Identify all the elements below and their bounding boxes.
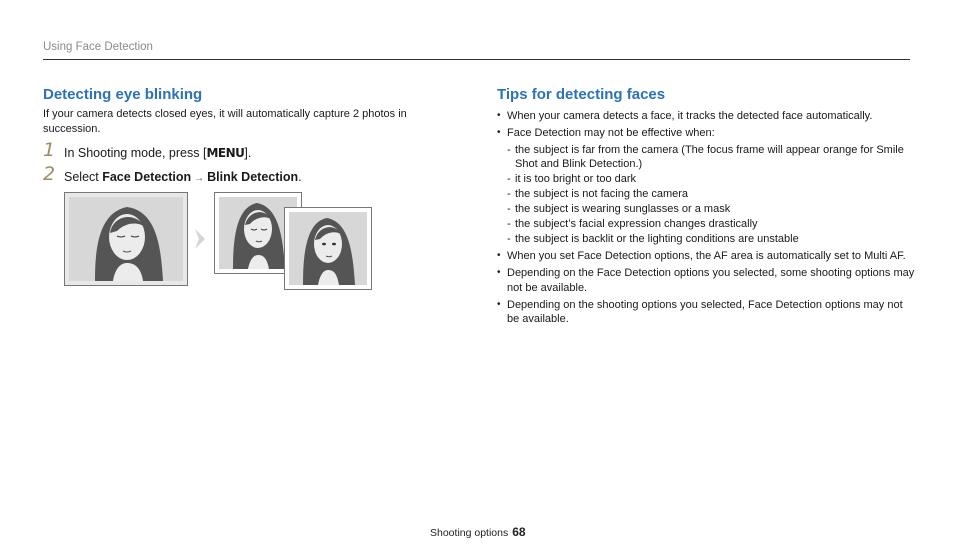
header-divider bbox=[43, 59, 910, 60]
step-2-text-post: . bbox=[298, 170, 302, 184]
sub-list-item: - the subject’s facial expression changes drastically bbox=[507, 217, 917, 232]
list-item bbox=[497, 126, 917, 247]
menu-key-icon: MENU bbox=[206, 146, 245, 160]
sub-list-item: - the subject is backlit or the lighting conditions are unstable bbox=[507, 232, 917, 247]
step-1-text-pre: In Shooting mode, press [ bbox=[64, 146, 207, 160]
sub-list-item: - the subject is not facing the camera bbox=[507, 187, 917, 202]
step-1-text-post: ]. bbox=[244, 146, 252, 160]
woman-portrait-icon bbox=[65, 193, 187, 285]
list-item bbox=[497, 298, 917, 327]
arrow-icon: → bbox=[194, 173, 205, 184]
page-number: 68 bbox=[512, 525, 526, 539]
sub-list-item: - the subject is far from the camera (The focus frame will appear orange for Smile Shot and Blink Detection.) bbox=[507, 143, 917, 172]
left-column bbox=[43, 86, 443, 187]
list-item-text: Face Detection may not be effective when: bbox=[507, 127, 715, 139]
list-item bbox=[497, 249, 917, 264]
intro-paragraph: If your camera detects closed eyes, it will automatically capture 2 photos in succession. bbox=[43, 108, 407, 135]
sub-list-item: - the subject is wearing sunglasses or a mask bbox=[507, 202, 917, 217]
preview-photo-closed-eyes bbox=[64, 192, 188, 286]
sub-list bbox=[507, 143, 917, 247]
woman-portrait-icon bbox=[285, 208, 371, 289]
right-column bbox=[497, 86, 917, 329]
step-1 bbox=[43, 139, 443, 162]
list-item-text: Depending on the Face Detection options you selected, some shooting options may not be available. bbox=[507, 267, 915, 294]
section-title-tips: Tips for detecting faces bbox=[497, 86, 666, 103]
step-2-text-pre: Select bbox=[64, 170, 103, 184]
sub-list-item: - it is too bright or too dark bbox=[507, 172, 917, 187]
footer-label: Shooting options bbox=[430, 527, 509, 539]
menu-item-blink-detection: Blink Detection bbox=[207, 170, 299, 184]
menu-item-face-detection: Face Detection bbox=[102, 170, 192, 184]
header-section-title: Using Face Detection bbox=[43, 41, 153, 53]
step-number: 2 bbox=[43, 163, 56, 185]
list-item bbox=[497, 266, 917, 295]
list-item-text: When your camera detects a face, it tracks the detected face automatically. bbox=[507, 110, 873, 122]
section-title-eye-blinking: Detecting eye blinking bbox=[43, 86, 203, 103]
tips-list bbox=[497, 109, 917, 327]
captured-photo-2 bbox=[284, 207, 372, 290]
page-footer bbox=[430, 525, 526, 539]
arrow-right-icon bbox=[193, 227, 207, 256]
list-item bbox=[497, 109, 917, 124]
list-item-text: When you set Face Detection options, the AF area is automatically set to Multi AF. bbox=[507, 250, 906, 262]
step-2 bbox=[43, 163, 443, 187]
step-number: 1 bbox=[43, 139, 56, 161]
list-item-text: Depending on the shooting options you selected, Face Detection options may not be available. bbox=[507, 298, 903, 325]
